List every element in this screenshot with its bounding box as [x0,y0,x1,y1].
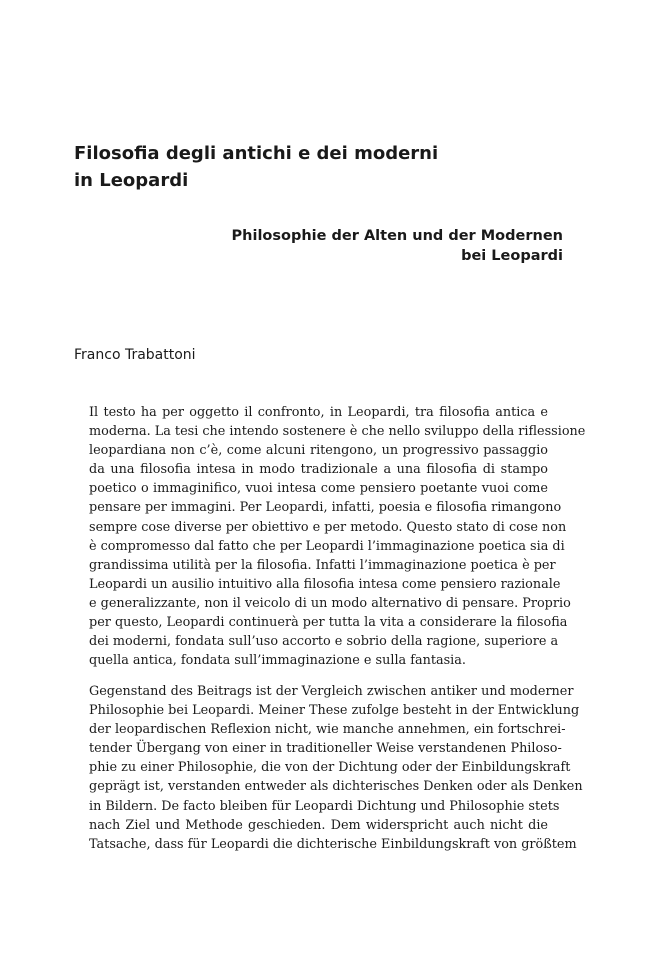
abstract-line: per questo, Leopardi continuerà per tutta la vita a considerare la filosofia [89,615,568,631]
paper-subtitle [190,226,563,266]
title-line: in Leopardi [74,170,189,191]
abstract-line: phie zu einer Philosophie, die von der Dichtung oder der Einbildungskraft [89,760,571,776]
author-name: Franco Trabattoni [74,347,196,363]
subtitle-line: Philosophie der Alten und der Modernen [231,228,563,244]
paper-title [74,140,554,194]
subtitle-line: bei Leopardi [461,248,563,264]
abstract-line: der leopardischen Reflexion nicht, wie manche annehmen, ein fortschrei- [89,722,566,738]
abstract-line: grandissima utilità per la filosofia. Infatti l’immaginazione poetica è per [89,557,556,573]
abstract-italian [89,403,586,670]
abstract-line: sempre cose diverse per obiettivo e per metodo. Questo stato di cose non [89,519,567,535]
abstract-line: da una filosofia intesa in modo tradizionale a una filosofia di stampo [89,462,548,478]
abstract-line: tender Übergang von einer in traditioneller Weise verstandenen Philoso- [89,741,562,757]
abstract-line: Leopardi un ausilio intuitivo alla filosofia intesa come pensiero razionale [89,576,561,592]
abstract-line: e generalizzante, non il veicolo di un modo alternativo di pensare. Proprio [89,595,571,611]
abstract-line: in Bildern. De facto bleiben für Leopardi Dichtung und Philosophie stets [89,798,560,814]
abstract-line: moderna. La tesi che intendo sostenere è che nello sviluppo della riflessione [89,424,586,440]
abstract-line: è compromesso dal fatto che per Leopardi l’immaginazione poetica sia di [89,538,565,554]
abstract-line: dei moderni, fondata sull’uso accorto e sobrio della ragione, superiore a [89,634,559,650]
abstract-line: Tatsache, dass für Leopardi die dichterische Einbildungskraft von größtem [89,836,577,852]
abstract-line: geprägt ist, verstanden entweder als dichterisches Denken oder als Denken [89,779,583,795]
abstract-german [89,682,583,854]
abstract-line: quella antica, fondata sull’immaginazione e sulla fantasia. [89,653,466,669]
abstract-line: Il testo ha per oggetto il confronto, in Leopardi, tra filosofia antica e [89,405,548,420]
abstract-line: leopardiana non c’è, come alcuni ritengono, un progressivo passaggio [89,443,548,459]
abstract-line: Philosophie bei Leopardi. Meiner These zufolge besteht in der Entwicklung [89,703,580,719]
abstract-line: pensare per immagini. Per Leopardi, infatti, poesia e filosofia rimangono [89,500,562,516]
title-line: Filosofia degli antichi e dei moderni [74,143,439,164]
abstract-line: Gegenstand des Beitrags ist der Vergleich zwischen antiker und moderner [89,684,574,699]
abstract-line: poetico o immaginifico, vuoi intesa come pensiero poetante vuoi come [89,481,548,497]
abstract-line: nach Ziel und Methode geschieden. Dem widerspricht auch nicht die [89,817,548,833]
